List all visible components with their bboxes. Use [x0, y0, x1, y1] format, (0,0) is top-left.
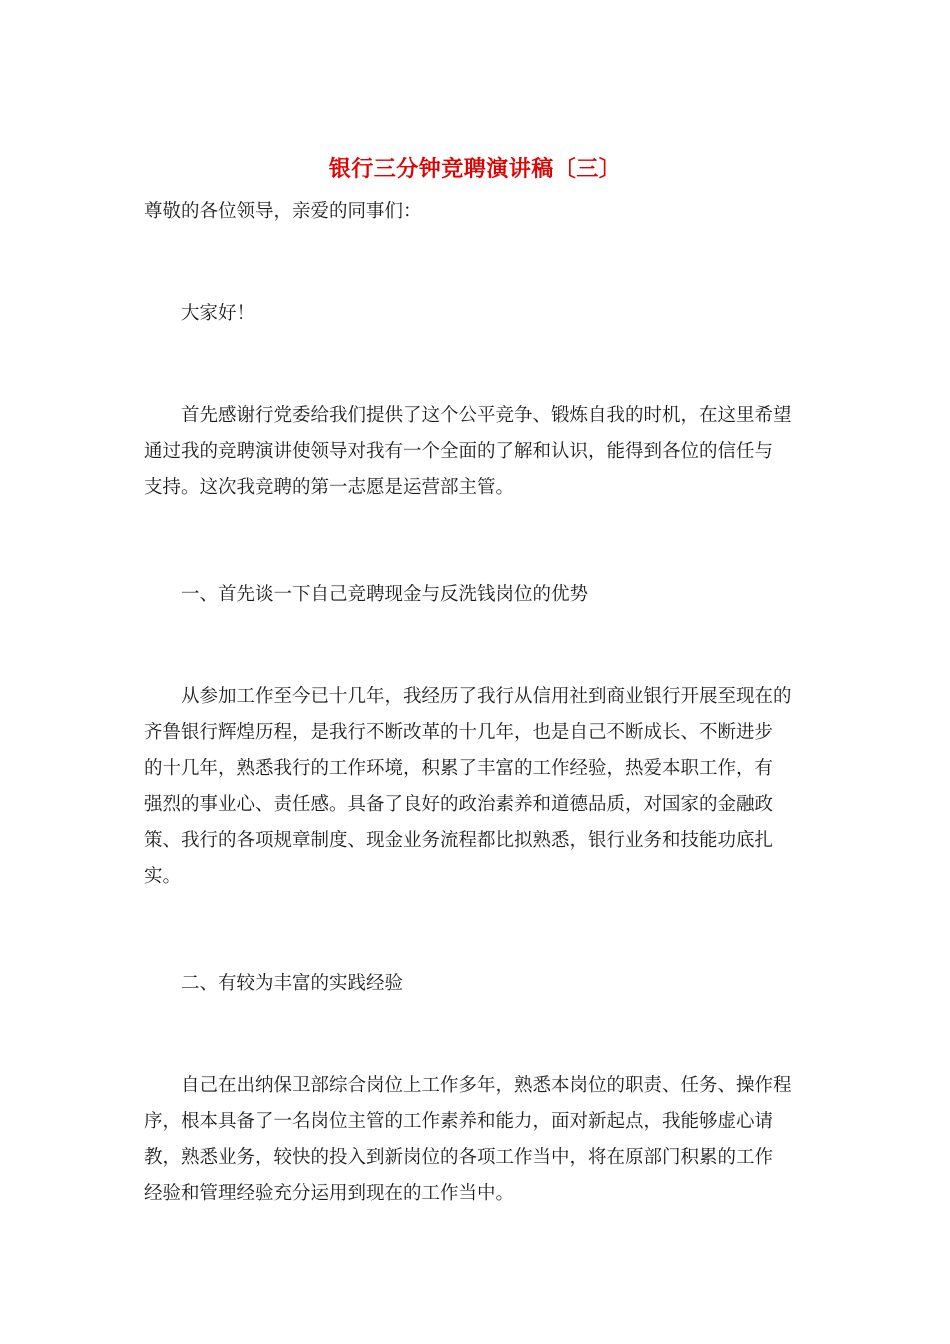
paragraph-line: 首先感谢行党委给我们提供了这个公平竞争、锻炼自我的时机，在这里希望	[181, 405, 792, 426]
greeting: 大家好！	[181, 303, 256, 324]
section-heading-2: 二、有较为丰富的实践经验	[181, 973, 404, 994]
paragraph-line: 实。	[144, 866, 182, 887]
paragraph-experience	[144, 1068, 810, 1212]
paragraph-line: 从参加工作至今已十几年，我经历了我行从信用社到商业银行开展至现在的	[181, 686, 792, 707]
paragraph-line: 策、我行的各项规章制度、现金业务流程都比拟熟悉，银行业务和技能功底扎	[144, 830, 774, 851]
paragraph-line: 经验和管理经验充分运用到现在的工作当中。	[144, 1183, 515, 1204]
paragraph-line: 支持。这次我竞聘的第一志愿是运营部主管。	[144, 477, 515, 498]
document-title: 银行三分钟竞聘演讲稿〔三〕	[328, 156, 622, 182]
paragraph-line: 齐鲁银行辉煌历程，是我行不断改革的十几年，也是自己不断成长、不断进步	[144, 722, 774, 743]
paragraph-line: 强烈的事业心、责任感。具备了良好的政治素养和道德品质，对国家的金融政	[144, 794, 774, 815]
paragraph-line: 自己在出纳保卫部综合岗位上工作多年，熟悉本岗位的职责、任务、操作程	[181, 1075, 792, 1096]
paragraph-line: 的十几年，熟悉我行的工作环境，积累了丰富的工作经验，热爱本职工作，有	[144, 758, 774, 779]
paragraph-line: 教，熟悉业务，较快的投入到新岗位的各项工作当中，将在原部门积累的工作	[144, 1147, 774, 1168]
paragraph-advantages	[144, 679, 810, 895]
salutation: 尊敬的各位领导，亲爱的同事们：	[144, 201, 422, 222]
paragraph-line: 通过我的竞聘演讲使领导对我有一个全面的了解和认识，能得到各位的信任与	[144, 441, 774, 462]
paragraph-line: 序，根本具备了一名岗位主管的工作素养和能力，面对新起点，我能够虚心请	[144, 1111, 774, 1132]
paragraph-intro	[144, 398, 810, 506]
section-heading-1: 一、首先谈一下自己竞聘现金与反洗钱岗位的优势	[181, 584, 589, 605]
